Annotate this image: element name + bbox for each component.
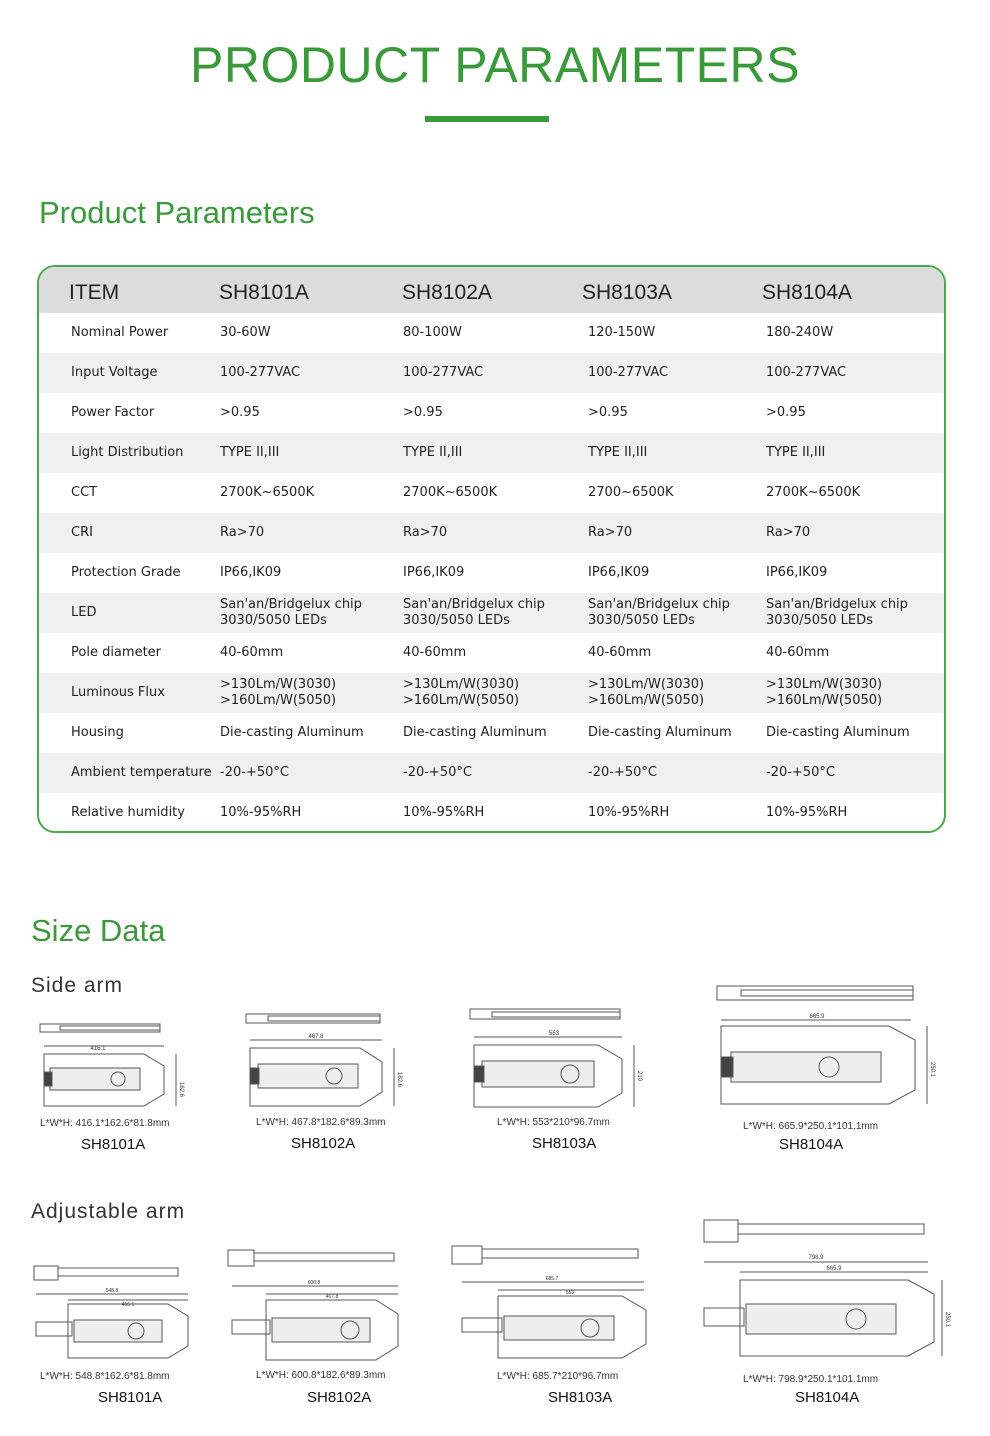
table-cell: 2700~6500K: [588, 485, 674, 500]
dim-width-label: 210: [636, 1071, 642, 1082]
table-row: [39, 433, 944, 473]
table-cell: 40-60mm: [588, 645, 652, 660]
cell-line: >160Lm/W(5050): [766, 693, 883, 708]
dims-caption: L*W*H: 416.1*162.6*81.8mm: [40, 1118, 170, 1129]
table-cell: [403, 597, 545, 629]
adjustable-arm-drawing-sh8101a: [16, 1256, 196, 1371]
table-cell: 40-60mm: [403, 645, 467, 660]
cell-line: >130Lm/W(3030): [766, 677, 883, 692]
row-label: CCT: [71, 485, 98, 500]
table-cell: [766, 677, 882, 709]
table-row: [39, 353, 944, 393]
dim-length-label: 553: [548, 1031, 560, 1037]
table-cell: 2700K~6500K: [220, 485, 315, 500]
cell-line: San'an/Bridgelux chip: [766, 597, 908, 612]
table-cell: Die-casting Aluminum: [403, 725, 547, 740]
table-row: [39, 753, 944, 793]
cell-line: 3030/5050 LEDs: [220, 613, 327, 628]
row-label: Light Distribution: [71, 445, 184, 460]
table-row: [39, 513, 944, 553]
table-cell: 10%-95%RH: [403, 805, 485, 820]
dim-overall-label: 600.8: [307, 1280, 321, 1286]
adjustable-arm-drawing-sh8103a: [438, 1240, 658, 1370]
dim-overall-label: 685.7: [545, 1276, 559, 1282]
dim-length-label: 467.8: [325, 1294, 339, 1300]
dims-caption: L*W*H: 467.8*182.6*89.3mm: [256, 1117, 386, 1128]
table-cell: Ra>70: [403, 525, 448, 540]
cell-line: >160Lm/W(5050): [220, 693, 337, 708]
title-underline: [425, 116, 549, 122]
table-cell: TYPE II,III: [588, 445, 648, 460]
table-row: [39, 553, 944, 593]
dim-length-label: 665.9: [809, 1014, 825, 1020]
table-cell: [766, 597, 908, 629]
table-cell: 2700K~6500K: [766, 485, 861, 500]
table-cell: 40-60mm: [766, 645, 830, 660]
table-cell: [588, 597, 730, 629]
row-label: LED: [71, 605, 97, 620]
table-cell: [403, 677, 519, 709]
table-cell: IP66,IK09: [588, 565, 650, 580]
table-cell: [220, 597, 362, 629]
dims-caption: L*W*H: 553*210*96.7mm: [497, 1117, 610, 1128]
table-row: [39, 713, 944, 753]
table-cell: TYPE II,III: [766, 445, 826, 460]
table-cell: 100-277VAC: [766, 365, 847, 380]
table-row: [39, 393, 944, 433]
table-cell: Die-casting Aluminum: [220, 725, 364, 740]
row-label: Pole diameter: [71, 645, 162, 660]
adjustable-arm-drawing-sh8104a: [680, 1212, 955, 1372]
table-cell: -20-+50°C: [220, 765, 289, 780]
table-cell: 180-240W: [766, 325, 834, 340]
table-cell: TYPE II,III: [403, 445, 463, 460]
model-label: SH8104A: [779, 1136, 844, 1153]
dim-length-label: 467.8: [308, 1034, 324, 1040]
dims-caption: L*W*H: 798.9*250.1*101.1mm: [743, 1374, 879, 1385]
table-cell: 120-150W: [588, 325, 656, 340]
dim-length-label: 416.1: [121, 1302, 135, 1308]
cell-line: San'an/Bridgelux chip: [403, 597, 545, 612]
table-cell: 100-277VAC: [220, 365, 301, 380]
dim-width-label: 250.1: [944, 1312, 950, 1328]
table-cell: -20-+50°C: [766, 765, 835, 780]
model-label: SH8102A: [291, 1135, 356, 1152]
spec-table-header: [39, 267, 944, 313]
table-cell: IP66,IK09: [766, 565, 828, 580]
table-cell: Ra>70: [588, 525, 633, 540]
table-cell: Die-casting Aluminum: [588, 725, 732, 740]
cell-line: 3030/5050 LEDs: [403, 613, 510, 628]
table-row: [39, 593, 944, 633]
table-row: [39, 473, 944, 513]
side-arm-heading: Side arm: [31, 974, 124, 997]
model-label: SH8103A: [532, 1135, 597, 1152]
table-cell: 30-60W: [220, 325, 271, 340]
dim-width-label: 182.6: [396, 1072, 402, 1088]
table-cell: 80-100W: [403, 325, 462, 340]
table-cell: 10%-95%RH: [220, 805, 302, 820]
dim-length-label: 416.1: [90, 1046, 106, 1052]
size-data-heading: Size Data: [31, 913, 166, 948]
dims-caption: L*W*H: 665.9*250.1*101.1mm: [743, 1121, 879, 1132]
cell-line: San'an/Bridgelux chip: [588, 597, 730, 612]
dims-caption: L*W*H: 600.8*182.6*89.3mm: [256, 1370, 386, 1381]
table-row: [39, 793, 944, 833]
dim-overall-label: 548.8: [105, 1288, 119, 1294]
dim-width-label: 162.6: [178, 1082, 184, 1098]
table-cell: 2700K~6500K: [403, 485, 498, 500]
side-arm-drawing-sh8103a: [460, 1003, 655, 1115]
cell-line: >130Lm/W(3030): [220, 677, 337, 692]
header-sh8103a: SH8103A: [582, 281, 672, 304]
row-label: Input Voltage: [71, 365, 158, 380]
table-cell: >0.95: [766, 405, 806, 420]
header-sh8101a: SH8101A: [219, 281, 309, 304]
table-row: [39, 313, 944, 353]
table-cell: IP66,IK09: [403, 565, 465, 580]
header-sh8104a: SH8104A: [762, 281, 852, 304]
header-sh8102a: SH8102A: [402, 281, 492, 304]
row-label: Protection Grade: [71, 565, 181, 580]
cell-line: >160Lm/W(5050): [403, 693, 520, 708]
cell-line: 3030/5050 LEDs: [766, 613, 873, 628]
table-cell: -20-+50°C: [403, 765, 472, 780]
table-row: [39, 633, 944, 673]
table-cell: 100-277VAC: [403, 365, 484, 380]
model-label: SH8103A: [548, 1389, 613, 1406]
dim-overall-label: 798.9: [808, 1255, 824, 1261]
table-cell: >0.95: [220, 405, 260, 420]
row-label: Ambient temperature: [71, 765, 212, 780]
dim-length-label: 665.9: [826, 1266, 842, 1272]
table-cell: [588, 677, 704, 709]
table-cell: 10%-95%RH: [766, 805, 848, 820]
row-label: Power Factor: [71, 405, 155, 420]
table-cell: Ra>70: [220, 525, 265, 540]
model-label: SH8101A: [98, 1389, 163, 1406]
row-label: Nominal Power: [71, 325, 169, 340]
table-cell: IP66,IK09: [220, 565, 282, 580]
cell-line: San'an/Bridgelux chip: [220, 597, 362, 612]
header-item: ITEM: [69, 281, 120, 304]
row-label: Relative humidity: [71, 805, 185, 820]
model-label: SH8102A: [307, 1389, 372, 1406]
cell-line: >160Lm/W(5050): [588, 693, 705, 708]
table-cell: >0.95: [403, 405, 443, 420]
table-row: [39, 673, 944, 713]
cell-line: >130Lm/W(3030): [588, 677, 705, 692]
product-parameters-heading: Product Parameters: [39, 195, 315, 230]
spec-table: [37, 265, 946, 833]
table-cell: Ra>70: [766, 525, 811, 540]
model-label: SH8101A: [81, 1136, 146, 1153]
cell-line: 3030/5050 LEDs: [588, 613, 695, 628]
table-cell: [220, 677, 336, 709]
side-arm-drawing-sh8101a: [30, 1018, 200, 1118]
adjustable-arm-drawing-sh8102a: [212, 1244, 412, 1369]
side-arm-drawing-sh8102a: [238, 1008, 418, 1116]
adjustable-arm-heading: Adjustable arm: [31, 1200, 186, 1223]
table-cell: 10%-95%RH: [588, 805, 670, 820]
row-label: Housing: [71, 725, 124, 740]
model-label: SH8104A: [795, 1389, 860, 1406]
table-cell: -20-+50°C: [588, 765, 657, 780]
dims-caption: L*W*H: 548.8*162.6*81.8mm: [40, 1371, 170, 1382]
dims-caption: L*W*H: 685.7*210*96.7mm: [497, 1371, 619, 1382]
table-cell: Die-casting Aluminum: [766, 725, 910, 740]
row-label: CRI: [71, 525, 93, 540]
dim-width-label: 250.1: [929, 1062, 935, 1078]
table-cell: TYPE II,III: [220, 445, 280, 460]
side-arm-drawing-sh8104a: [705, 982, 940, 1117]
page-title: PRODUCT PARAMETERS: [189, 37, 800, 93]
row-label: Luminous Flux: [71, 685, 165, 700]
table-cell: 40-60mm: [220, 645, 284, 660]
table-cell: >0.95: [588, 405, 628, 420]
table-cell: 100-277VAC: [588, 365, 669, 380]
cell-line: >130Lm/W(3030): [403, 677, 520, 692]
dim-length-label: 553: [565, 1290, 575, 1296]
